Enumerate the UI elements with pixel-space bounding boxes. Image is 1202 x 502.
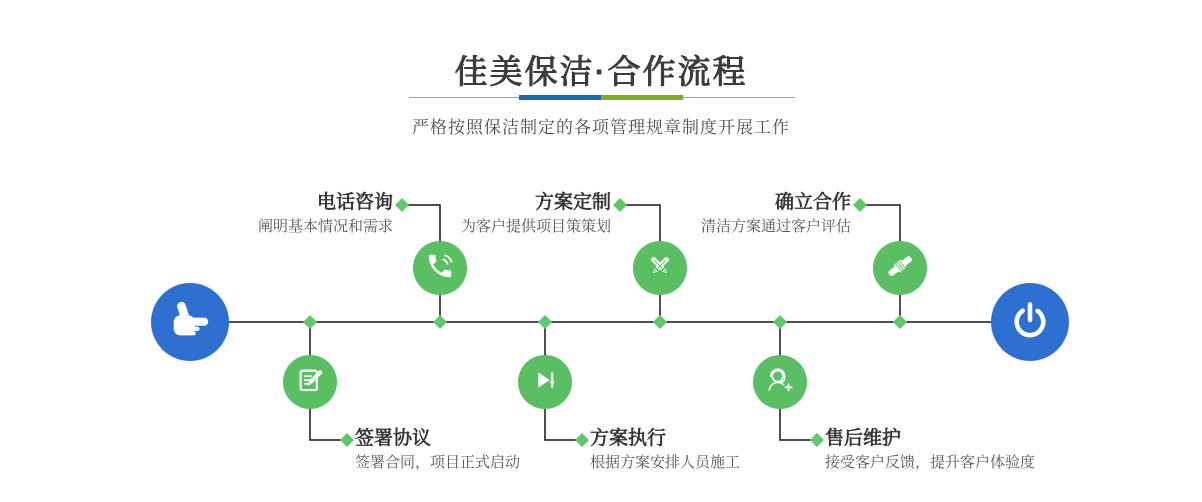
crossed-pencils-icon xyxy=(644,250,676,287)
phone-icon xyxy=(425,251,455,286)
power-icon xyxy=(1008,298,1052,347)
step-establish-cooperation xyxy=(611,192,851,237)
flow-end-node xyxy=(991,283,1069,361)
step-plan-customize xyxy=(371,192,611,237)
step-title: 电话咨询 xyxy=(316,192,393,213)
step-plan-execute xyxy=(590,428,850,473)
flow-start-node xyxy=(151,283,229,361)
step-aftersale-maintain xyxy=(825,428,1085,473)
step-desc: 清洁方案通过客户评估 xyxy=(700,218,851,235)
headset-plus-icon xyxy=(763,363,797,402)
step-title: 确立合作 xyxy=(774,192,851,213)
step-desc: 根据方案安排人员施工 xyxy=(590,454,741,471)
step-title: 方案执行 xyxy=(590,428,667,449)
step-node-handshake xyxy=(873,241,927,295)
step-node-execute xyxy=(518,355,572,409)
step-node-contract xyxy=(283,355,337,409)
page-subtitle: 严格按照保洁制定的各项管理规章制度开展工作 xyxy=(412,118,790,137)
step-node-support xyxy=(753,355,807,409)
step-desc: 为客户提供项目策策划 xyxy=(460,218,611,235)
pointing-hand-icon xyxy=(167,297,213,348)
step-sign-agreement xyxy=(355,428,615,473)
contract-pen-icon xyxy=(295,365,325,400)
step-node-phone xyxy=(413,241,467,295)
step-phone-consult xyxy=(153,192,393,237)
handshake-icon xyxy=(884,250,916,287)
step-desc: 阐明基本情况和需求 xyxy=(257,218,393,235)
step-title: 方案定制 xyxy=(534,192,611,213)
step-desc: 签署合同，项目正式启动 xyxy=(355,454,521,471)
play-next-icon xyxy=(530,365,560,400)
step-title: 售后维护 xyxy=(825,428,902,449)
step-node-design xyxy=(633,241,687,295)
step-desc: 接受客户反馈，提升客户体验度 xyxy=(825,454,1036,471)
page-title: 佳美保洁·合作流程 xyxy=(454,53,748,90)
step-title: 签署协议 xyxy=(355,428,432,449)
